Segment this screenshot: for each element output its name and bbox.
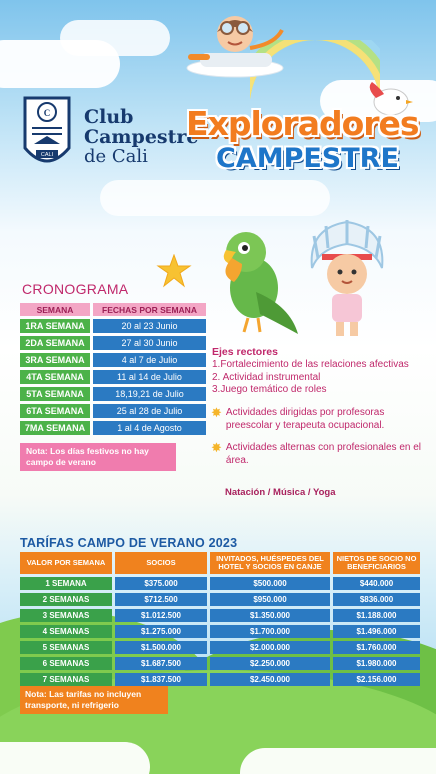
sports-list: Natación / Música / Yoga xyxy=(225,487,336,498)
semana-cell: 1RA SEMANA xyxy=(20,319,90,333)
table-row xyxy=(20,673,420,686)
semanas-cell: 7 SEMANAS xyxy=(20,673,112,686)
tarifas-title: TARÍFAS CAMPO DE VERANO 2023 xyxy=(20,536,238,550)
fecha-cell: 11 al 14 de Julio xyxy=(93,370,206,384)
star-icon xyxy=(156,254,192,288)
cronograma-note: Nota: Los días festivos no hay campo de verano xyxy=(20,443,176,471)
semanas-cell: 2 SEMANAS xyxy=(20,593,112,606)
cronograma-table xyxy=(20,303,206,438)
header-socios: SOCIOS xyxy=(115,552,207,574)
table-row xyxy=(20,593,420,606)
table-row xyxy=(20,609,420,622)
table-row xyxy=(20,387,206,401)
star-bullet-icon: ✸ xyxy=(211,440,222,455)
cloud xyxy=(0,742,150,774)
cloud xyxy=(100,180,330,216)
tarifas-note: Nota: Las tarifas no incluyen transporte, ni refrigerio xyxy=(20,686,168,714)
table-row xyxy=(20,577,420,590)
table-row xyxy=(20,421,206,435)
title-exploradores: Exploradores xyxy=(186,104,419,143)
header-fechas: FECHAS POR SEMANA xyxy=(93,303,206,316)
socios-cell: $1.837.500 xyxy=(115,673,207,686)
activity-text: Actividades alternas con profesionales en el área. xyxy=(225,442,422,466)
invitados-cell: $2.450.000 xyxy=(210,673,330,686)
club-name-line1: Club xyxy=(84,106,134,128)
invitados-cell: $1.700.000 xyxy=(210,625,330,638)
title-campestre: CAMPESTRE xyxy=(216,143,399,174)
club-name-line2: Campestre xyxy=(84,125,199,148)
invitados-cell: $2.000.000 xyxy=(210,641,330,654)
svg-text:C: C xyxy=(43,108,51,118)
parrot-illustration xyxy=(212,222,304,338)
table-row xyxy=(20,625,420,638)
club-name xyxy=(84,108,198,167)
fecha-cell: 4 al 7 de Julio xyxy=(93,353,206,367)
semanas-cell: 4 SEMANAS xyxy=(20,625,112,638)
activity-item xyxy=(211,441,426,467)
activity-text: Actividades dirigidas por profesoras preescolar y terapeuta ocupacional. xyxy=(225,407,385,431)
semana-cell: 2DA SEMANA xyxy=(20,336,90,350)
socios-cell: $712.500 xyxy=(115,593,207,606)
header-nietos: NIETOS DE SOCIO NO BENEFICIARIOS xyxy=(333,552,420,574)
semana-cell: 7MA SEMANA xyxy=(20,421,90,435)
child-headdress-illustration xyxy=(304,218,390,338)
cronograma-title: CRONOGRAMA xyxy=(22,281,129,297)
club-crest-icon xyxy=(22,92,72,174)
header-invitados: INVITADOS, HUÉSPEDES DEL HOTEL Y SOCIOS EN CANJE xyxy=(210,552,330,574)
cloud xyxy=(60,20,170,56)
semana-cell: 5TA SEMANA xyxy=(20,387,90,401)
semana-cell: 6TA SEMANA xyxy=(20,404,90,418)
socios-cell: $375.000 xyxy=(115,577,207,590)
fecha-cell: 25 al 28 de Julio xyxy=(93,404,206,418)
activity-item xyxy=(211,406,426,432)
nietos-cell: $1.496.000 xyxy=(333,625,420,638)
semana-cell: 4TA SEMANA xyxy=(20,370,90,384)
nietos-cell: $2.156.000 xyxy=(333,673,420,686)
table-row xyxy=(20,370,206,384)
semanas-cell: 6 SEMANAS xyxy=(20,657,112,670)
ejes-title: Ejes rectores xyxy=(212,346,278,358)
ejes-item: 3.Juego temático de roles xyxy=(212,384,327,396)
nietos-cell: $1.760.000 xyxy=(333,641,420,654)
ejes-item: 1.Fortalecimiento de las relaciones afectivas xyxy=(212,359,409,371)
tarifas-table xyxy=(20,552,420,689)
semanas-cell: 1 SEMANA xyxy=(20,577,112,590)
tarifas-header xyxy=(20,552,420,574)
table-row xyxy=(20,641,420,654)
ejes-rectores xyxy=(212,346,424,397)
invitados-cell: $500.000 xyxy=(210,577,330,590)
ejes-item: 2. Actividad instrumental xyxy=(212,371,321,383)
nietos-cell: $1.188.000 xyxy=(333,609,420,622)
nietos-cell: $440.000 xyxy=(333,577,420,590)
socios-cell: $1.012.500 xyxy=(115,609,207,622)
table-row xyxy=(20,353,206,367)
crest-text: CALI xyxy=(40,152,54,158)
fecha-cell: 1 al 4 de Agosto xyxy=(93,421,206,435)
fecha-cell: 18,19,21 de Julio xyxy=(93,387,206,401)
table-row xyxy=(20,336,206,350)
table-row xyxy=(20,657,420,670)
cloud xyxy=(240,748,436,774)
socios-cell: $1.687.500 xyxy=(115,657,207,670)
socios-cell: $1.500.000 xyxy=(115,641,207,654)
header-valor: VALOR POR SEMANA xyxy=(20,552,112,574)
invitados-cell: $950.000 xyxy=(210,593,330,606)
invitados-cell: $2.250.000 xyxy=(210,657,330,670)
club-name-line3: de Cali xyxy=(84,145,148,167)
semana-cell: 3RA SEMANA xyxy=(20,353,90,367)
table-row xyxy=(20,404,206,418)
pilot-child-illustration xyxy=(180,8,290,86)
table-row xyxy=(20,319,206,333)
header-semana: SEMANA xyxy=(20,303,90,316)
fecha-cell: 27 al 30 Junio xyxy=(93,336,206,350)
semanas-cell: 5 SEMANAS xyxy=(20,641,112,654)
invitados-cell: $1.350.000 xyxy=(210,609,330,622)
nietos-cell: $836.000 xyxy=(333,593,420,606)
cronograma-header xyxy=(20,303,206,316)
semanas-cell: 3 SEMANAS xyxy=(20,609,112,622)
nietos-cell: $1.980.000 xyxy=(333,657,420,670)
star-bullet-icon: ✸ xyxy=(211,405,222,420)
fecha-cell: 20 al 23 Junio xyxy=(93,319,206,333)
socios-cell: $1.275.000 xyxy=(115,625,207,638)
